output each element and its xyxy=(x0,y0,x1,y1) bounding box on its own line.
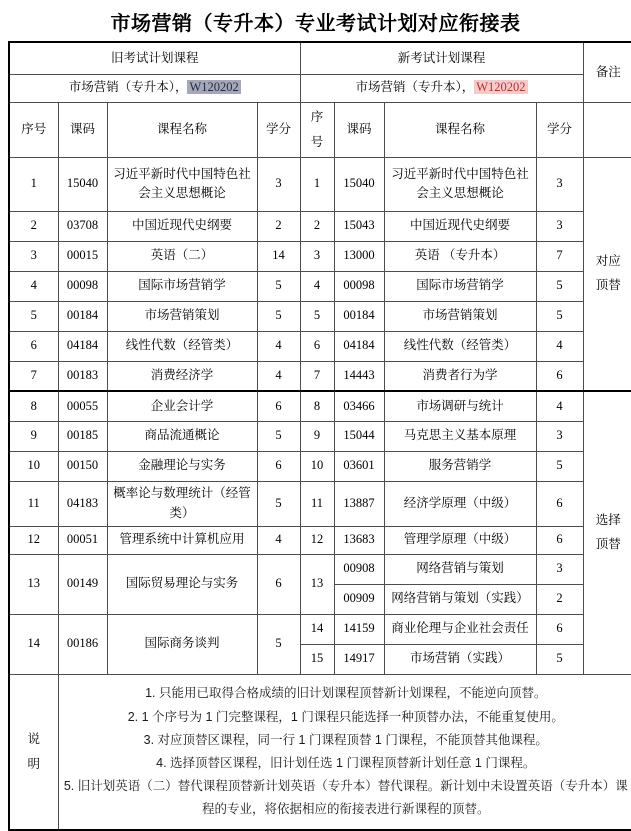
new-credit-cell: 5 xyxy=(536,644,583,674)
new-code-cell: 00098 xyxy=(334,271,384,301)
new-seq-cell: 2 xyxy=(300,211,334,241)
old-major-code-highlight: W120202 xyxy=(189,80,239,95)
new-name-cell: 马克思主义基本原理 xyxy=(384,421,536,451)
table-row xyxy=(9,211,631,241)
plan-table xyxy=(8,41,631,831)
new-credit-cell: 5 xyxy=(536,451,583,481)
new-code-cell: 15043 xyxy=(334,211,384,241)
new-seq-cell: 5 xyxy=(300,301,334,331)
notes-cell xyxy=(58,674,631,830)
old-major-cell xyxy=(9,74,300,102)
old-credit-cell: 4 xyxy=(257,331,300,361)
old-seq-cell: 10 xyxy=(9,451,58,481)
new-name-cell: 服务营销学 xyxy=(384,451,536,481)
old-name-cell: 线性代数（经管类） xyxy=(107,331,257,361)
remark-header-cell: 备注 xyxy=(583,42,631,102)
note-line: 5. 旧计划英语（二）替代课程顶替新计划英语（专升本）替代课程。新计划中未设置英语（专升本）课程的专业，将依据相应的衔接表进行新课程的顶替。 xyxy=(63,778,628,816)
new-name-cell: 国际市场营销学 xyxy=(384,271,536,301)
table-row xyxy=(9,157,631,211)
new-code-cell: 00908 xyxy=(334,554,384,584)
old-name-cell: 国际市场营销学 xyxy=(107,271,257,301)
new-seq-header: 序号 xyxy=(300,102,334,157)
new-code-header: 课码 xyxy=(334,102,384,157)
old-name-cell: 概率论与数理统计（经管类） xyxy=(107,481,257,526)
table-row xyxy=(9,481,631,526)
notes-row xyxy=(9,674,631,830)
old-credit-cell: 6 xyxy=(257,451,300,481)
new-credit-cell: 3 xyxy=(536,157,583,211)
old-name-cell: 习近平新时代中国特色社会主义思想概论 xyxy=(107,157,257,211)
new-credit-header: 学分 xyxy=(536,102,583,157)
new-code-cell: 03601 xyxy=(334,451,384,481)
new-code-cell: 13000 xyxy=(334,241,384,271)
new-seq-cell: 14 xyxy=(300,614,334,644)
new-major-cell xyxy=(300,74,583,102)
new-credit-cell: 3 xyxy=(536,554,583,584)
new-major-code-highlight: W120202 xyxy=(476,80,526,95)
old-credit-cell: 5 xyxy=(257,481,300,526)
old-code-cell: 00015 xyxy=(58,241,107,271)
table-row xyxy=(9,391,631,421)
new-name-cell: 习近平新时代中国特色社会主义思想概论 xyxy=(384,157,536,211)
new-code-cell: 00184 xyxy=(334,301,384,331)
old-credit-cell: 14 xyxy=(257,241,300,271)
table-row xyxy=(9,554,631,584)
old-seq-cell: 5 xyxy=(9,301,58,331)
new-seq-cell: 1 xyxy=(300,157,334,211)
table-row xyxy=(9,301,631,331)
old-name-header: 课程名称 xyxy=(107,102,257,157)
old-credit-cell: 2 xyxy=(257,211,300,241)
table-row xyxy=(9,526,631,554)
table-row xyxy=(9,614,631,644)
old-seq-header: 序号 xyxy=(9,102,58,157)
new-seq-cell: 6 xyxy=(300,331,334,361)
note-line: 3. 对应顶替区课程，同一行 1 门课程顶替 1 门课程，不能顶替其他课程。 xyxy=(143,732,548,747)
old-credit-cell: 6 xyxy=(257,391,300,421)
old-seq-cell: 6 xyxy=(9,331,58,361)
old-code-cell: 00150 xyxy=(58,451,107,481)
old-name-cell: 管理系统中计算机应用 xyxy=(107,526,257,554)
old-credit-cell: 6 xyxy=(257,554,300,614)
old-seq-cell: 14 xyxy=(9,614,58,674)
new-credit-cell: 7 xyxy=(536,241,583,271)
old-seq-cell: 1 xyxy=(9,157,58,211)
new-credit-cell: 3 xyxy=(536,211,583,241)
new-seq-cell: 7 xyxy=(300,361,334,391)
new-credit-cell: 5 xyxy=(536,271,583,301)
new-credit-cell: 6 xyxy=(536,614,583,644)
old-seq-cell: 3 xyxy=(9,241,58,271)
remark-select-cell: 选择顶替 xyxy=(583,391,631,674)
old-seq-cell: 2 xyxy=(9,211,58,241)
new-credit-cell: 6 xyxy=(536,481,583,526)
new-seq-cell: 12 xyxy=(300,526,334,554)
old-credit-cell: 5 xyxy=(257,614,300,674)
old-credit-cell: 4 xyxy=(257,361,300,391)
old-credit-cell: 4 xyxy=(257,526,300,554)
old-seq-cell: 12 xyxy=(9,526,58,554)
new-name-cell: 网络营销与策划（实践） xyxy=(384,584,536,614)
old-name-cell: 国际商务谈判 xyxy=(107,614,257,674)
old-code-cell: 00186 xyxy=(58,614,107,674)
old-seq-cell: 9 xyxy=(9,421,58,451)
table-row xyxy=(9,331,631,361)
notes-label-cell: 说明 xyxy=(9,674,58,830)
new-code-cell: 00909 xyxy=(334,584,384,614)
old-name-cell: 消费经济学 xyxy=(107,361,257,391)
new-name-cell: 消费者行为学 xyxy=(384,361,536,391)
old-credit-header: 学分 xyxy=(257,102,300,157)
old-plan-header-cell: 旧考试计划课程 xyxy=(9,42,300,74)
old-name-cell: 英语（二） xyxy=(107,241,257,271)
old-code-cell: 00185 xyxy=(58,421,107,451)
old-code-cell: 00055 xyxy=(58,391,107,421)
new-plan-header-cell: 新考试计划课程 xyxy=(300,42,583,74)
new-name-cell: 市场营销（实践） xyxy=(384,644,536,674)
old-code-cell: 00051 xyxy=(58,526,107,554)
table-row xyxy=(9,451,631,481)
new-credit-cell: 2 xyxy=(536,584,583,614)
note-line: 2. 1 个序号为 1 门完整课程，1 门课程只能选择一种顶替办法，不能重复使用。 xyxy=(127,709,564,724)
old-name-cell: 国际贸易理论与实务 xyxy=(107,554,257,614)
new-credit-cell: 4 xyxy=(536,331,583,361)
old-seq-cell: 7 xyxy=(9,361,58,391)
old-credit-cell: 5 xyxy=(257,421,300,451)
table-row xyxy=(9,421,631,451)
table-row xyxy=(9,271,631,301)
old-code-cell: 03708 xyxy=(58,211,107,241)
page-title: 市场营销（专升本）专业考试计划对应衔接表 xyxy=(110,13,521,35)
new-name-cell: 商业伦理与企业社会责任 xyxy=(384,614,536,644)
new-seq-cell: 13 xyxy=(300,554,334,614)
new-code-cell: 15044 xyxy=(334,421,384,451)
old-code-cell: 00098 xyxy=(58,271,107,301)
new-name-cell: 网络营销与策划 xyxy=(384,554,536,584)
old-name-cell: 市场营销策划 xyxy=(107,301,257,331)
old-major-text: 市场营销（专升本）， xyxy=(68,80,188,95)
new-seq-cell: 11 xyxy=(300,481,334,526)
old-credit-cell: 3 xyxy=(257,157,300,211)
old-code-cell: 00149 xyxy=(58,554,107,614)
new-code-cell: 14443 xyxy=(334,361,384,391)
new-name-cell: 线性代数（经管类） xyxy=(384,331,536,361)
new-name-cell: 市场营销策划 xyxy=(384,301,536,331)
old-code-cell: 00184 xyxy=(58,301,107,331)
new-credit-cell: 6 xyxy=(536,526,583,554)
new-seq-cell: 3 xyxy=(300,241,334,271)
old-seq-cell: 13 xyxy=(9,554,58,614)
old-name-cell: 企业会计学 xyxy=(107,391,257,421)
remark-empty-cell xyxy=(583,102,631,157)
new-major-text: 市场营销（专升本）， xyxy=(355,80,475,95)
new-code-cell: 13683 xyxy=(334,526,384,554)
new-name-header: 课程名称 xyxy=(384,102,536,157)
old-code-header: 课码 xyxy=(58,102,107,157)
table-row xyxy=(9,241,631,271)
new-code-cell: 13887 xyxy=(334,481,384,526)
new-code-cell: 03466 xyxy=(334,391,384,421)
old-name-cell: 中国近现代史纲要 xyxy=(107,211,257,241)
remark-correspond-cell: 对应顶替 xyxy=(583,157,631,391)
old-credit-cell: 5 xyxy=(257,301,300,331)
new-credit-cell: 4 xyxy=(536,391,583,421)
old-name-cell: 金融理论与实务 xyxy=(107,451,257,481)
old-seq-cell: 8 xyxy=(9,391,58,421)
old-code-cell: 00183 xyxy=(58,361,107,391)
old-seq-cell: 11 xyxy=(9,481,58,526)
new-code-cell: 15040 xyxy=(334,157,384,211)
old-credit-cell: 5 xyxy=(257,271,300,301)
new-seq-cell: 8 xyxy=(300,391,334,421)
new-name-cell: 市场调研与统计 xyxy=(384,391,536,421)
old-code-cell: 04184 xyxy=(58,331,107,361)
new-name-cell: 中国近现代史纲要 xyxy=(384,211,536,241)
old-name-cell: 商品流通概论 xyxy=(107,421,257,451)
note-line: 4. 选择顶替区课程，旧计划任选 1 门课程顶替新计划任意 1 门课程。 xyxy=(156,755,536,770)
old-code-cell: 04183 xyxy=(58,481,107,526)
new-name-cell: 英语 （专升本） xyxy=(384,241,536,271)
old-seq-cell: 4 xyxy=(9,271,58,301)
new-credit-cell: 3 xyxy=(536,421,583,451)
new-seq-cell: 15 xyxy=(300,644,334,674)
note-line: 1. 只能用已取得合格成绩的旧计划课程顶替新计划课程，不能逆向顶替。 xyxy=(145,686,547,701)
old-code-cell: 15040 xyxy=(58,157,107,211)
new-code-cell: 14917 xyxy=(334,644,384,674)
new-name-cell: 管理学原理（中级） xyxy=(384,526,536,554)
new-seq-cell: 4 xyxy=(300,271,334,301)
new-credit-cell: 5 xyxy=(536,301,583,331)
new-seq-cell: 9 xyxy=(300,421,334,451)
new-seq-cell: 10 xyxy=(300,451,334,481)
table-row xyxy=(9,361,631,391)
new-credit-cell: 6 xyxy=(536,361,583,391)
new-name-cell: 经济学原理（中级） xyxy=(384,481,536,526)
new-code-cell: 14159 xyxy=(334,614,384,644)
new-code-cell: 04184 xyxy=(334,331,384,361)
